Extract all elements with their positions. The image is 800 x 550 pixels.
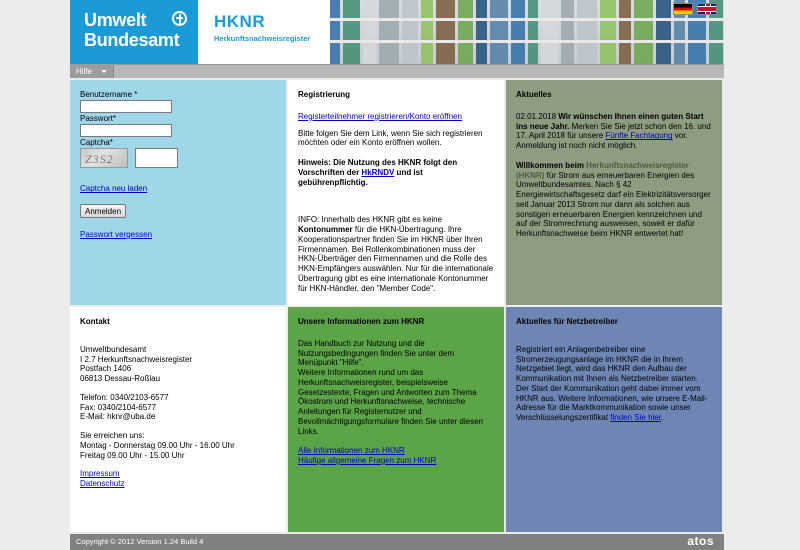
- username-input[interactable]: [80, 100, 172, 113]
- news-panel: [506, 80, 722, 305]
- register-link[interactable]: Registerteilnehmer registrieren/Konto eröffnen: [298, 111, 462, 121]
- page-footer: [70, 534, 724, 550]
- forgot-password-link[interactable]: Passwort vergessen: [80, 230, 153, 239]
- all-info-link[interactable]: Alle Informationen zum HKNR: [298, 446, 405, 456]
- atos-logo: atos: [687, 534, 714, 548]
- captcha-image: Z3S2: [80, 148, 128, 168]
- facade-panel: [600, 0, 616, 64]
- menu-bar: [70, 64, 724, 78]
- brand-title: HKNR: [214, 12, 266, 31]
- reload-captcha-link[interactable]: Captcha neu laden: [80, 184, 148, 194]
- facade-panel: [330, 0, 340, 64]
- contact-panel: [70, 307, 286, 532]
- facade-panel: [343, 0, 360, 64]
- news-item-1: [516, 112, 712, 151]
- facade-panel: [458, 0, 473, 64]
- header-building-image: [330, 0, 724, 64]
- grid-operator-news-panel: [506, 307, 722, 532]
- uba-emblem-icon: [172, 11, 187, 26]
- welcome-bold: Willkommen beim: [516, 160, 587, 170]
- news-headline: Wir wünschen Ihnen einen guten Start ins neue Jahr.: [516, 111, 704, 131]
- welcome-brand: Herkunftsnachweisregister (HKNR): [516, 160, 689, 180]
- contact-phone: Telefon: 0340/2103-6577: [80, 392, 169, 402]
- facade-frame: [330, 18, 724, 21]
- registration-info: [298, 215, 494, 293]
- captcha-row: [80, 148, 276, 170]
- hkrndv-link[interactable]: HkRNDV: [361, 167, 395, 177]
- password-input[interactable]: [80, 124, 172, 137]
- grid-news-tail: .: [660, 413, 664, 422]
- facade-frame: [330, 40, 724, 43]
- info-title: Unsere Informationen zum HKNR: [298, 317, 425, 326]
- brand-subtitle: Herkunftsnachweisregister: [214, 34, 311, 43]
- grid-news-body: Registriert ein Anlagenbetreiber eine Stromerzeugungsanlage im HKNR die in Ihrem Netzgebiet liegt, wird das HKNR den Aufbau der Kommunikation mit Ihnen als Netzbetreiber starten. Der Start der Kommunikation geht dabei immer vom HKNR aus. Weitere Informationen, wie unsere E-Mail-Adresse für die Marktkommunikation sowie unser Verschlüsselungszertifikat: [516, 344, 708, 422]
- certificate-link[interactable]: finden Sie hier: [610, 413, 661, 422]
- info-p1: Das Handbuch zur Nutzung und die Nutzungsbedingungen finden Sie unter dem Menüpunkt "Hilfe".: [298, 338, 455, 368]
- german-flag-icon[interactable]: [673, 3, 693, 15]
- logo-line-1: Umwelt: [84, 10, 147, 30]
- hours-title: Sie erreichen uns:: [80, 431, 145, 440]
- logo-line-2: Bundesamt: [84, 30, 180, 50]
- imprint-link[interactable]: Impressum: [80, 469, 120, 479]
- facade-panel: [363, 0, 376, 64]
- help-menu-label: Hilfe: [76, 67, 93, 76]
- hours-friday: Freitag 09.00 Uhr - 15.00 Uhr: [80, 450, 185, 460]
- address-line: 06813 Dessau-Roßlau: [80, 374, 161, 383]
- facade-panel: [656, 0, 671, 64]
- hours-weekdays: Montag - Donnerstag 09.00 Uhr - 16.00 Uhr: [80, 440, 235, 450]
- facade-panel: [476, 0, 487, 64]
- news-title: Aktuelles: [516, 90, 552, 99]
- registration-panel: [288, 80, 504, 305]
- hint-prefix: Hinweis: Die Nutzung des HKNR folgt den Vorschriften der: [298, 158, 458, 177]
- hknr-brand[interactable]: [198, 0, 330, 64]
- news-tail: vor. Anmeldung ist noch nicht möglich.: [516, 131, 688, 150]
- info-panel: [288, 307, 504, 532]
- news-text: Merken Sie Sie jetzt schon den 16. und 17. April 2018 für unsere: [516, 121, 711, 141]
- facade-panel: [528, 0, 538, 64]
- news-item-2: [516, 161, 712, 239]
- facade-panel: [379, 0, 399, 64]
- page-header: [70, 0, 724, 64]
- grid-news-title: Aktuelles für Netzbetreiber: [516, 317, 618, 326]
- contact-title: Kontakt: [80, 317, 110, 326]
- facade-panel: [619, 0, 631, 64]
- info-bold: Kontonummer: [298, 225, 353, 234]
- help-menu[interactable]: [70, 65, 114, 78]
- uba-logo[interactable]: [70, 0, 198, 64]
- contact-email: E-Mail: hknr@uba.de: [80, 412, 156, 422]
- contact-fax: Fax: 0340/2104-6577: [80, 402, 157, 412]
- contact-address: [80, 345, 276, 384]
- address-line: Umweltbundesamt: [80, 344, 147, 354]
- info-p2: Weitere Informationen rund um das Herkunftsnachweisregister, beispielsweise Gesetzestexte, Fragen und Antworten zum Thema Ökostrom und Herkunftsnachweise, technische Anleitungen für Registernutzer und Bevollmächtigungsformulare finden Sie unter diesen Links.: [298, 368, 483, 436]
- username-label: Benutzername *: [80, 90, 138, 99]
- facade-panel: [577, 0, 597, 64]
- privacy-link[interactable]: Datenschutz: [80, 479, 125, 488]
- info-suffix: für die HKN-Übertragung. Ihre Kooperationspartner finden Sie im HKNR über Ihren Firmennamen. Bei Rollenkombinationen muss der HKN-Überträger den Firmennamen und die Rolle des HKN-Empfängers auswählen. Nur für die internationale Übertragung gibt es eine internationale Kontonummer für HKN-Händler, den "Member Code".: [298, 225, 494, 293]
- uk-flag-icon[interactable]: [697, 3, 717, 15]
- news-date: 02.01.2018: [516, 111, 559, 121]
- registration-title: Registrierung: [298, 90, 351, 99]
- caret-down-icon: [101, 70, 107, 73]
- facade-panel: [402, 0, 418, 64]
- password-label: Passwort*: [80, 113, 117, 123]
- facade-panel: [511, 0, 525, 64]
- facade-panel: [490, 0, 508, 64]
- facade-panel: [634, 0, 653, 64]
- registration-hint: [298, 158, 494, 187]
- faq-link[interactable]: Häufige allgemeine Fragen zum HKNR: [298, 456, 437, 465]
- facade-panel: [436, 0, 455, 64]
- facade-panel: [561, 0, 574, 64]
- hint-suffix: und ist gebührenpflichtig.: [298, 167, 423, 187]
- login-panel: [70, 80, 286, 305]
- login-button[interactable]: Anmelden: [80, 204, 126, 218]
- welcome-text: für Strom aus erneuerbaren Energien des Umweltbundesamtes. Nach § 42 Energiewirtschaftsgesetz darf ein Elektrizitätsversorger seit Januar 2013 Strom nur dann als solchen aus sonstigen erneuerbaren Energien kennzeichnen und auf der Stromrechnung ausweisen, soweit er dafür Herkunftsnachweise beim HKNR entwertet hat!: [516, 170, 711, 238]
- info-prefix: INFO: Innerhalb des HKNR gibt es keine: [298, 215, 443, 225]
- address-line: Postfach 1406: [80, 364, 132, 374]
- facade-panel: [421, 0, 433, 64]
- address-line: I 2.7 Herkunftsnachweisregister: [80, 354, 193, 364]
- copyright-text: Copyright © 2012 Version 1.24 Build 4: [76, 537, 204, 546]
- captcha-label: Captcha*: [80, 137, 113, 147]
- captcha-input[interactable]: [135, 148, 178, 168]
- grid-news-text: [516, 345, 712, 423]
- registration-intro: Bitte folgen Sie dem Link, wenn Sie sich registrieren möchten oder ein Konto eröffnen wollen.: [298, 128, 483, 148]
- facade-panel: [541, 0, 558, 64]
- conference-link[interactable]: Fünfte Fachtagung: [605, 131, 673, 141]
